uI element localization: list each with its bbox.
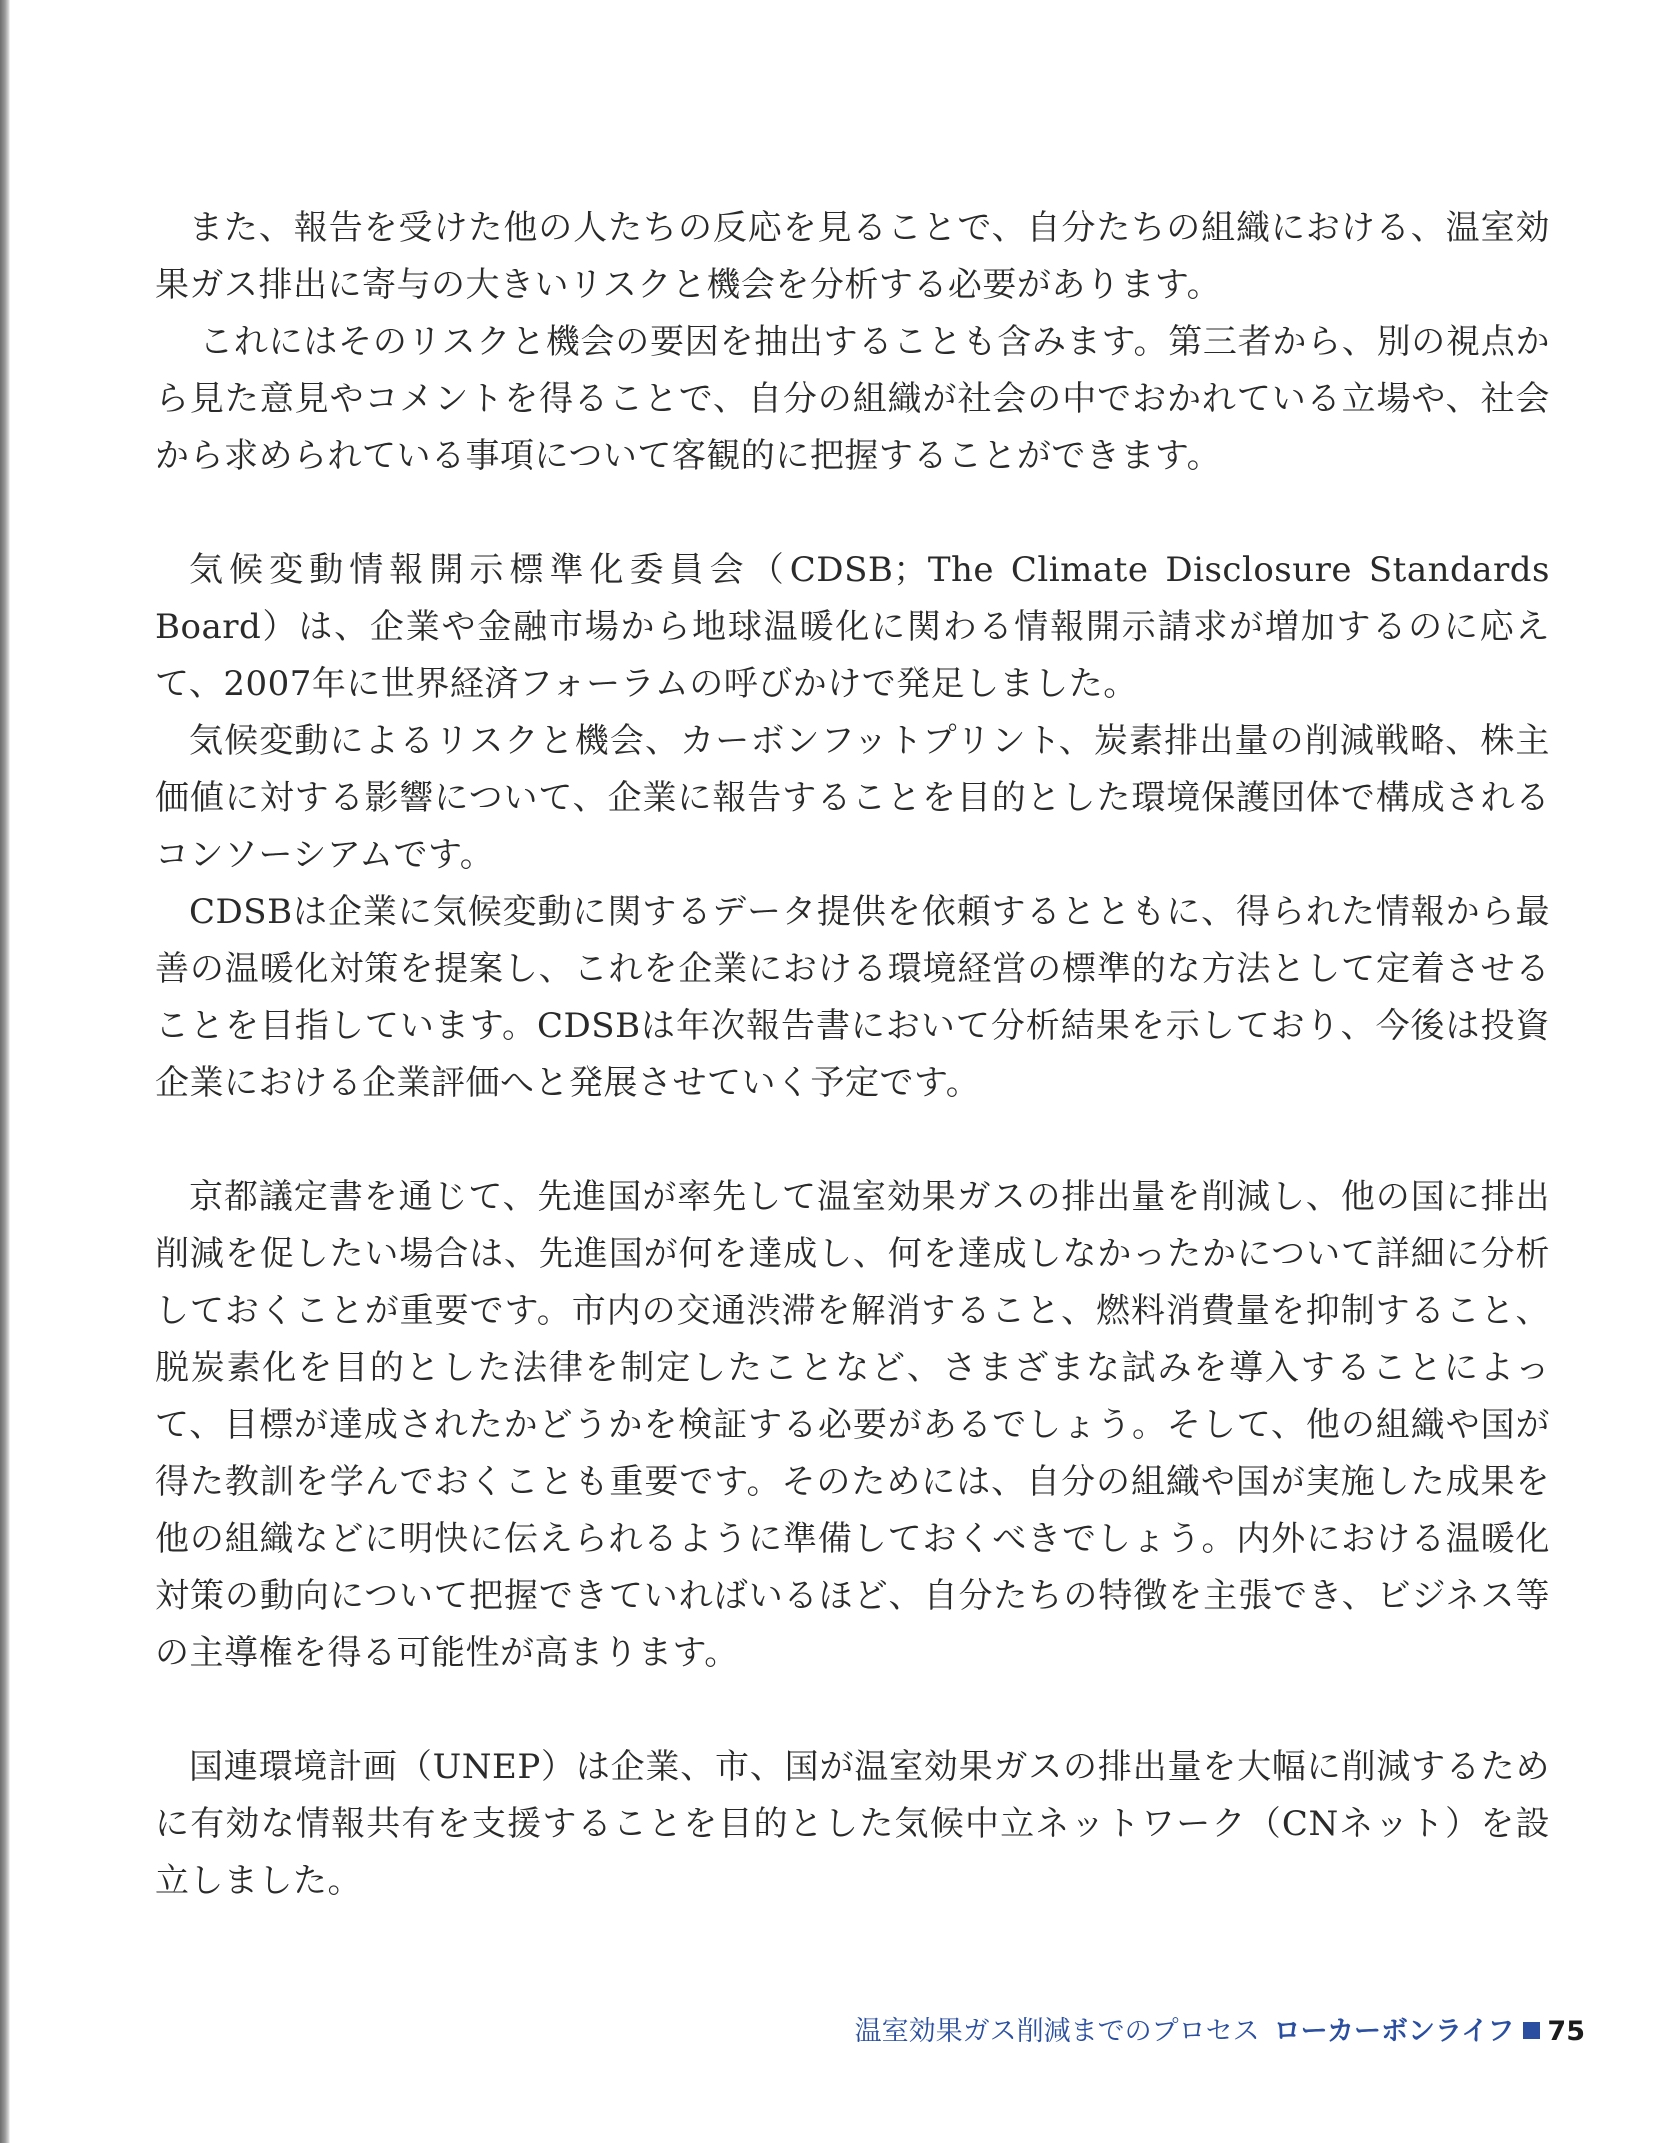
page-number: 75 [1547,2016,1585,2047]
body-paragraph-5: CDSBは企業に気候変動に関するデータ提供を依頼するとともに、得られた情報から最善の温暖化対策を提案し、これを企業における環境経営の標準的な方法として定着させることを目指しています。CDSBは年次報告書において分析結果を示しており、今後は投資企業における企業評価へと発展させていく予定です。 [155,892,1550,1103]
body-paragraph-4: 気候変動によるリスクと機会、カーボンフットプリント、炭素排出量の削減戦略、株主価値に対する影響について、企業に報告することを目的とした環境保護団体で構成されるコンソーシアムです。 [155,721,1550,875]
body-paragraph-2: これにはそのリスクと機会の要因を抽出することも含みます。第三者から、別の視点から見た意見やコメントを得ることで、自分の組織が社会の中でおかれている立場や、社会から求められている事項について客観的に把握することができます。 [155,322,1550,476]
body-paragraph-7: 国連環境計画（UNEP）は企業、市、国が温室効果ガスの排出量を大幅に削減するために有効な情報共有を支援することを目的とした気候中立ネットワーク（CNネット）を設立しました。 [155,1747,1550,1901]
square-bullet-icon [1523,2022,1540,2039]
footer-section-title: 温室効果ガス削減までのプロセス [854,2016,1260,2047]
paragraph-gap [155,1112,1550,1169]
body-paragraph-6: 京都議定書を通じて、先進国が率先して温室効果ガスの排出量を削減し、他の国に排出削減を促したい場合は、先進国が何を達成し、何を達成しなかったかについて詳細に分析しておくことが重要です。市内の交通渋滞を解消すること、燃料消費量を抑制すること、脱炭素化を目的とした法律を制定したことなど、さまざまな試みを導入することによって、目標が達成されたかどうかを検証する必要があるでしょう。そして、他の組織や国が得た教訓を学んでおくことも重要です。そのためには、自分の組織や国が実施した成果を他の組織などに明快に伝えられるように準備しておくべきでしょう。内外における温暖化対策の動向について把握できていればいるほど、自分たちの特徴を主張でき、ビジネス等の主導権を得る可能性が高まります。 [155,1177,1551,1673]
paragraph-gap [155,1682,1550,1739]
page-body [155,200,1550,1910]
body-paragraph-1: また、報告を受けた他の人たちの反応を見ることで、自分たちの組織における、温室効果ガス排出に寄与の大きいリスクと機会を分析する必要があります。 [155,208,1550,305]
page-footer [855,2014,1585,2050]
page-binding-edge [0,0,10,2143]
body-paragraph-3: 気候変動情報開示標準化委員会（CDSB；The Climate Disclosure Standards Board）は、企業や金融市場から地球温暖化に関わる情報開示請求が増加するのに応えて、2007年に世界経済フォーラムの呼びかけで発足しました。 [155,550,1550,704]
footer-book-title: ローカーボンライフ [1273,2016,1515,2047]
paragraph-gap [155,485,1550,542]
